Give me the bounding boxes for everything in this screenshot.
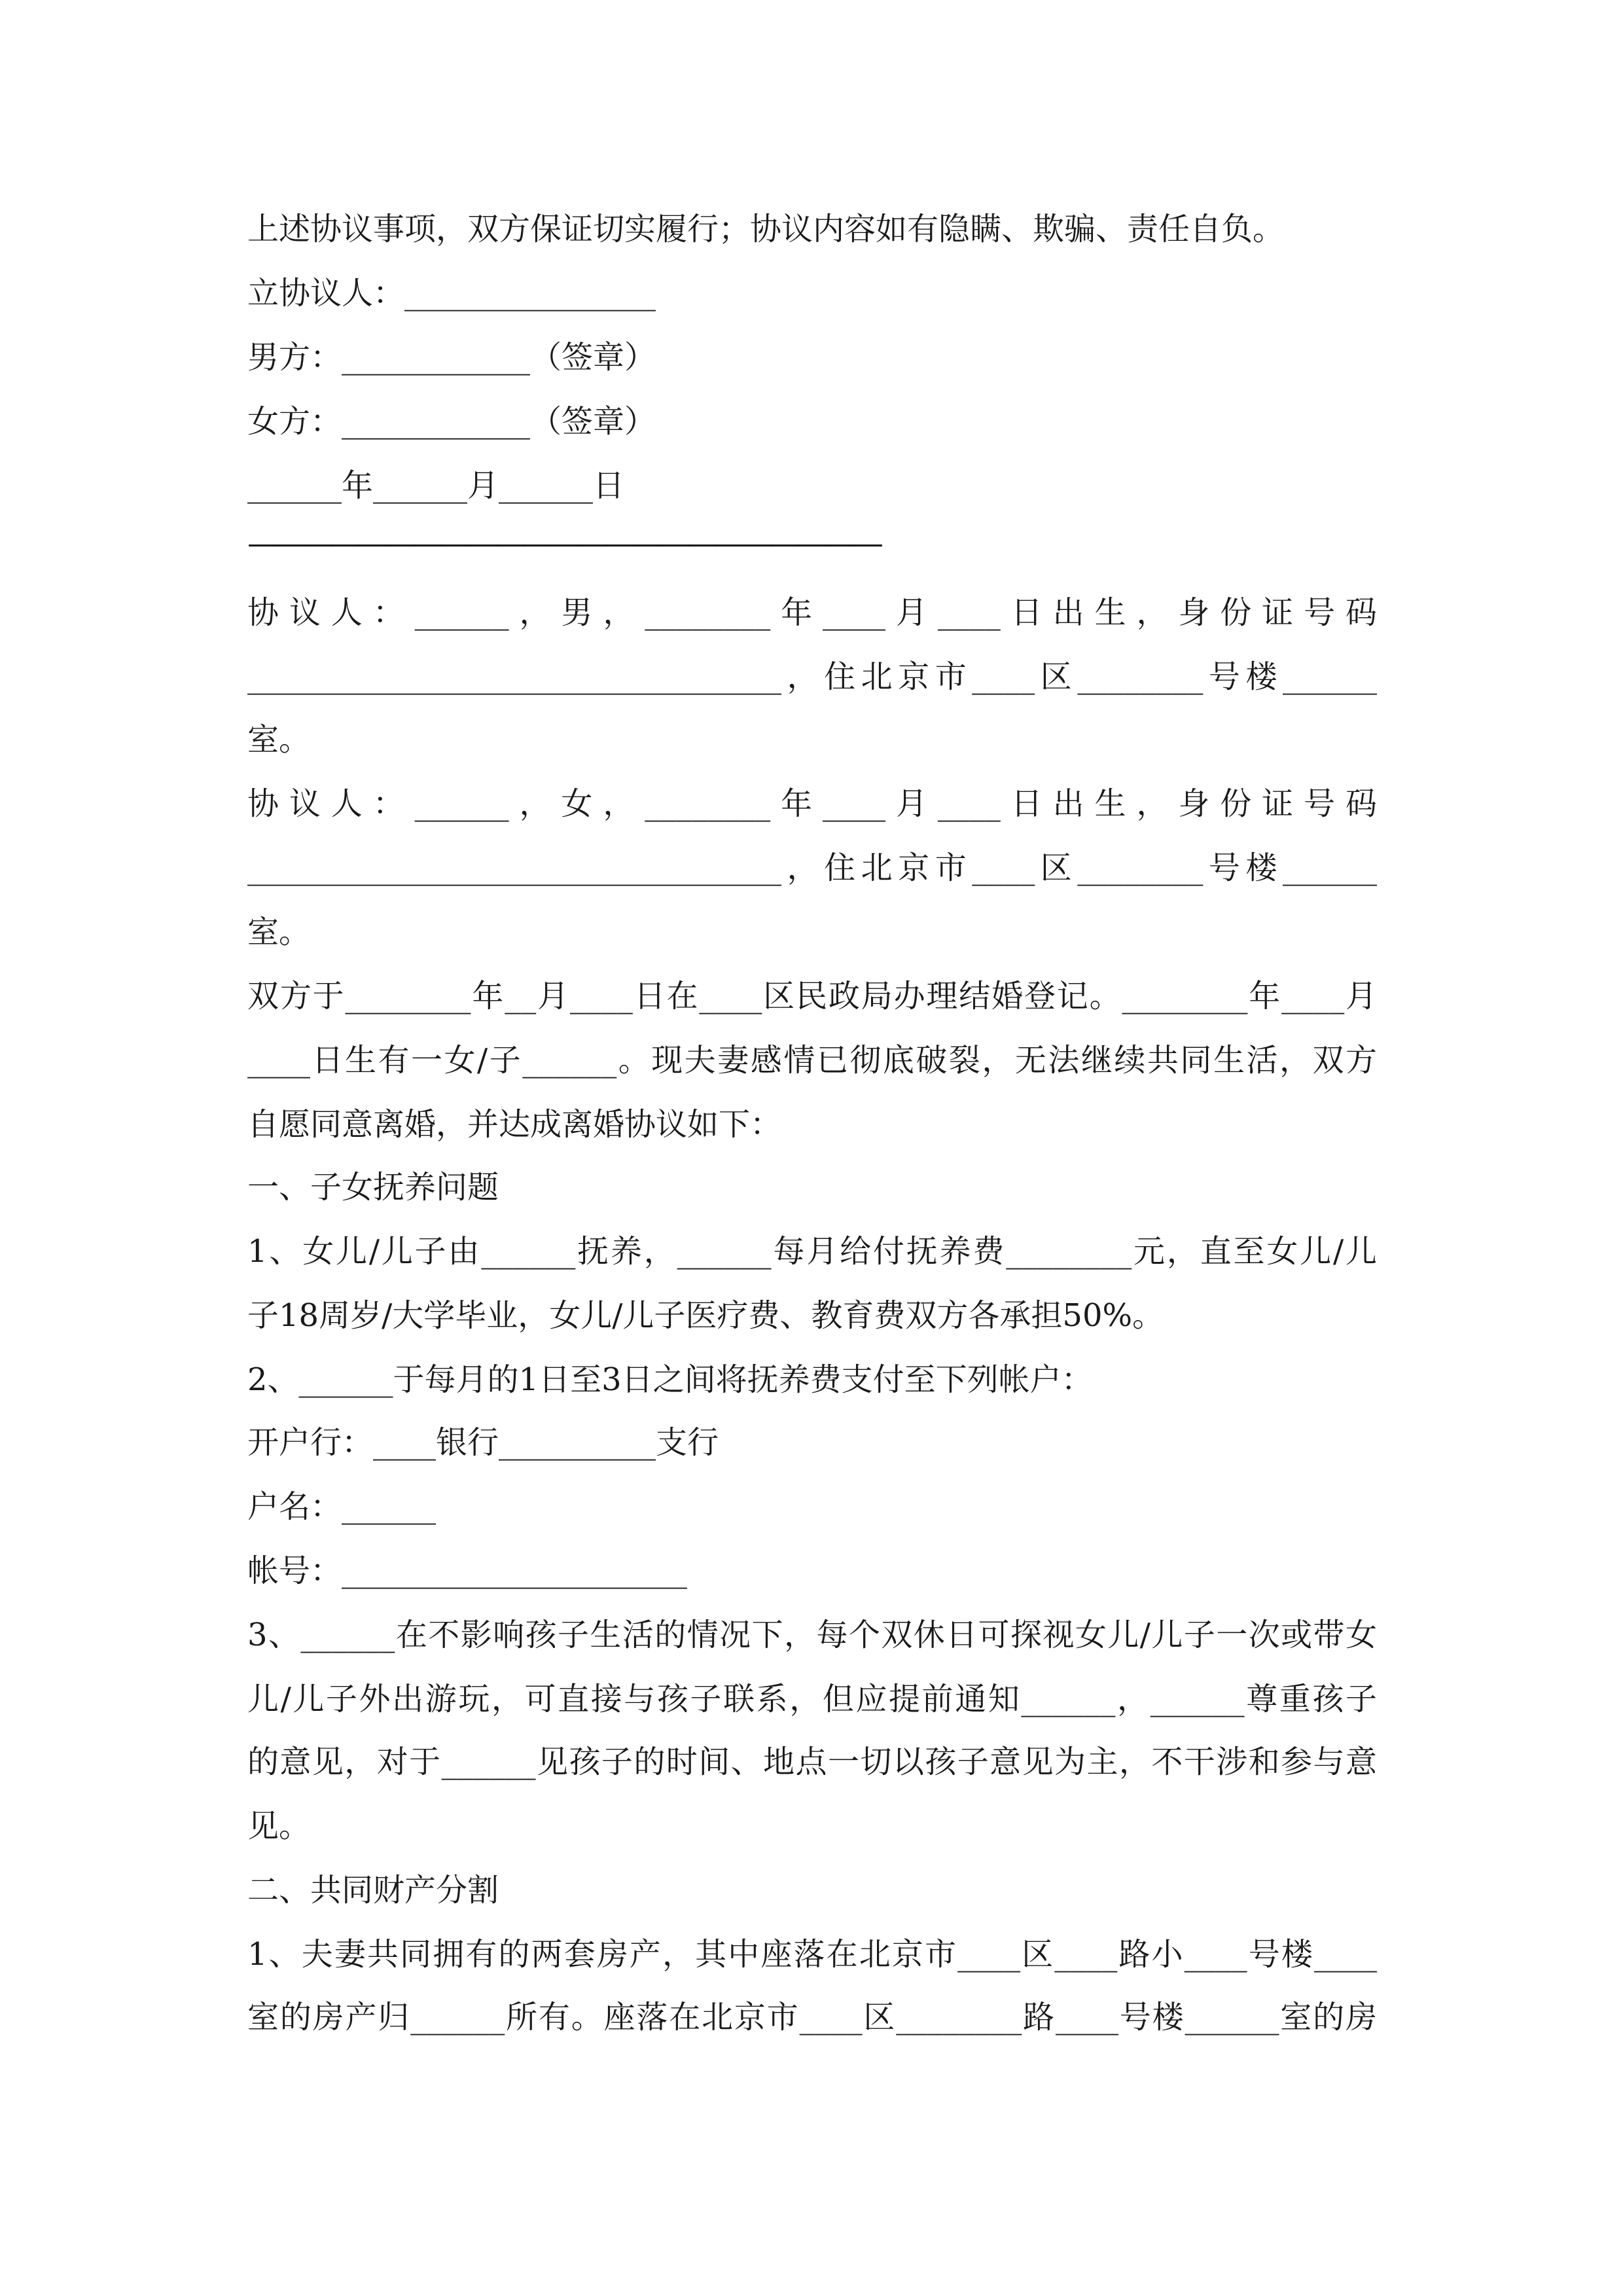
doc-line: 立协议人：________________ — [247, 275, 656, 312]
doc-line: 户名：______ — [247, 1488, 437, 1525]
separator-rule: ——————————————————————— — [247, 525, 880, 562]
section-heading: 二、共同财产分割 — [247, 1872, 499, 1909]
doc-line: __________________________________，住北京市____区________号楼______ — [247, 850, 1377, 886]
doc-line: 室。 — [247, 914, 311, 950]
doc-line: 开户行：____银行__________支行 — [247, 1424, 719, 1461]
doc-line: ____日生有一女/子______。现夫妻感情已彻底破裂，无法继续共同生活，双方 — [247, 1042, 1377, 1079]
doc-line: 协议人：______，女，________年____月____日出生，身份证号码 — [247, 785, 1377, 822]
doc-line: 1、夫妻共同拥有的两套房产，其中座落在北京市____区____路小____号楼____ — [247, 1936, 1377, 1973]
doc-line: __________________________________，住北京市____区________号楼______ — [247, 658, 1377, 695]
doc-line: 见。 — [247, 1808, 311, 1844]
doc-line: ______年______月______日 — [247, 467, 625, 504]
doc-line: 2、______于每月的1日至3日之间将抚养费支付至下列帐户： — [247, 1361, 1093, 1398]
doc-line: 帐号：______________________ — [247, 1552, 688, 1589]
doc-line: 3、______在不影响孩子生活的情况下，每个双休日可探视女儿/儿子一次或带女 — [247, 1617, 1377, 1653]
doc-line: 双方于________年__月____日在____区民政局办理结婚登记。________年____月 — [247, 978, 1377, 1014]
doc-line: 自愿同意离婚，并达成离婚协议如下： — [247, 1106, 782, 1143]
doc-line: 上述协议事项，双方保证切实履行；协议内容如有隐瞒、欺骗、责任自负。 — [247, 211, 1285, 247]
doc-line: 1、女儿/儿子由______抚养，______每月给付抚养费________元，直至女儿/儿 — [247, 1233, 1377, 1270]
doc-line: 儿/儿子外出游玩，可直接与孩子联系，但应提前通知______，______尊重孩子 — [247, 1681, 1377, 1717]
doc-line: 男方：____________（签章） — [247, 339, 656, 376]
doc-line: 的意见，对于______见孩子的时间、地点一切以孩子意见为主，不干涉和参与意 — [247, 1744, 1377, 1780]
doc-line: 室的房产归______所有。座落在北京市____区________路____号楼______室的房 — [247, 1999, 1377, 2036]
doc-line: 协议人：______，男，________年____月____日出生，身份证号码 — [247, 594, 1377, 631]
doc-line: 室。 — [247, 721, 311, 758]
section-heading: 一、子女抚养问题 — [247, 1169, 499, 1206]
doc-line: 子18周岁/大学毕业，女儿/儿子医疗费、教育费双方各承担50%。 — [247, 1297, 1164, 1334]
doc-line: 女方：____________（签章） — [247, 403, 656, 440]
